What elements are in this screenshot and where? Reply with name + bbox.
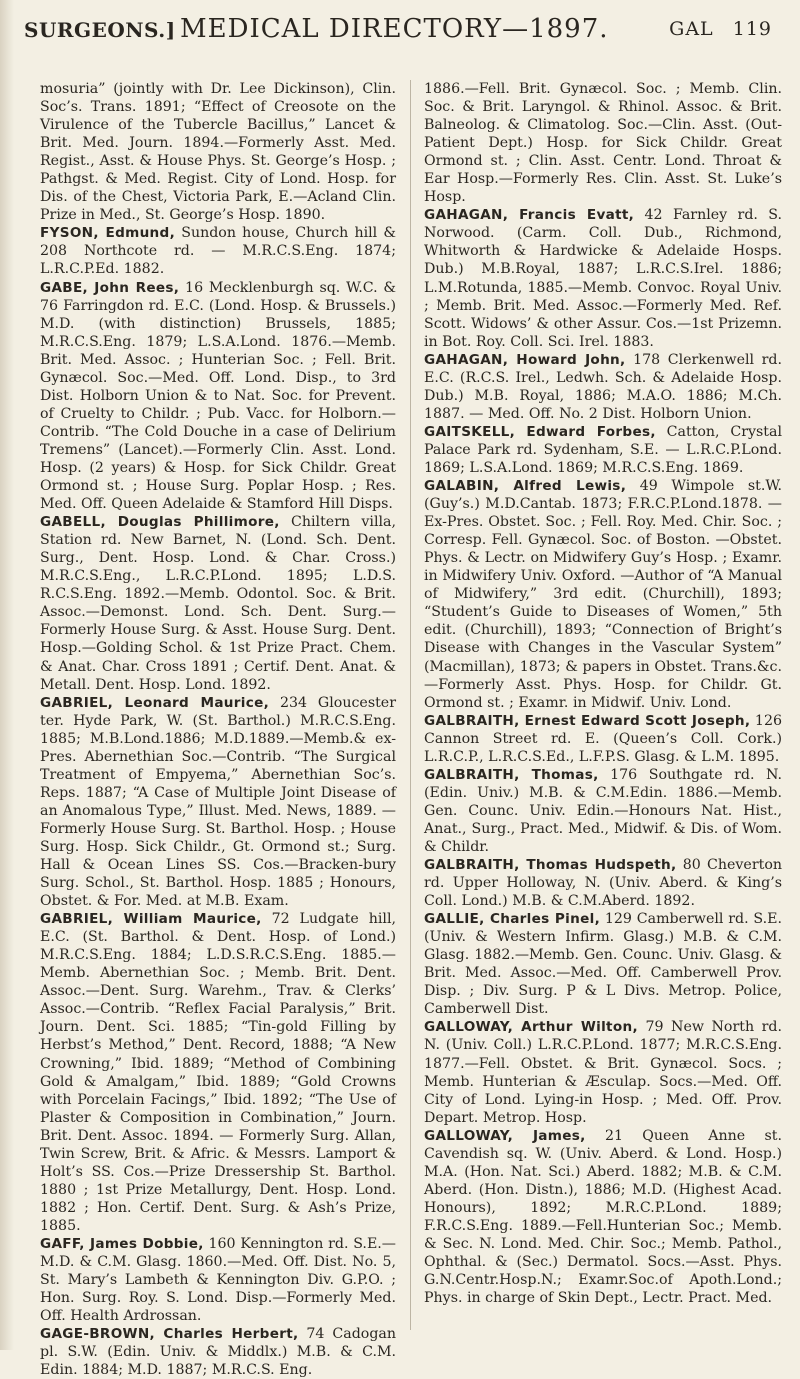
- entry-name: GALLOWAY, James,: [424, 1127, 586, 1144]
- directory-entry: [424, 351, 782, 423]
- page-header: [0, 0, 800, 58]
- directory-entry: [40, 694, 396, 911]
- directory-entry: [40, 224, 396, 278]
- directory-entry: [40, 279, 396, 514]
- page-locator: [657, 18, 772, 40]
- left-column: [40, 80, 397, 1379]
- entry-text: 178 Clerkenwell rd. E.C. (R.C.S. Irel., Ledwh. Sch. & Adelaide Hosp. Dub.) M.B. Royal, 1886; M.A.O. 1886; M.Ch. 1887. — Med. Off. No. 2 Dist. Holborn Union.: [424, 351, 782, 422]
- entry-name: GALBRAITH, Thomas Hudspeth,: [424, 857, 677, 874]
- entry-name: GAITSKELL, Edward Forbes,: [424, 423, 656, 440]
- entry-text: 16 Mecklenburgh sq. W.C. & 76 Farringdon rd. E.C. (Lond. Hosp. & Brussels.) M.D. (with distinction) Brussels, 1885; M.R.C.S.Eng. 1879; L.S.A.Lond. 1876.—Memb. Brit. Med. Assoc. ; Hunterian Soc. ; Fell. Brit. Gynæcol. Soc.—Med. Off. Lond. Disp., to 3rd Dist. Holborn Union & to Nat. Soc. for Prevent. of Cruelty to Childr. ; Pub. Vacc. for Holborn.—Contrib. “The Cold Douche in a case of Delirium Tremens” (Lancet).—Formerly Clin. Asst. Lond. Hosp. (2 years) & Hosp. for Sick Childr. Great Ormond st. ; House Surg. Poplar Hosp. ; Res. Med. Off. Queen Adelaide & Stamford Hill Disps.: [40, 279, 397, 513]
- entry-text: 176 Southgate rd. N. (Edin. Univ.) M.B. & C.M.Edin. 1886.—Memb. Gen. Counc. Univ. Edin.—Honours Nat. Hist., Anat., Surg., Pract. Med., Midwif. & Dis. of Wom. & Childr.: [424, 766, 783, 855]
- directory-entry: [40, 513, 396, 693]
- directory-entry: [424, 477, 782, 712]
- entry-name: GAHAGAN, Howard John,: [424, 351, 626, 368]
- entry-text: Chiltern villa, Station rd. New Barnet, N. (Lond. Sch. Dent. Surg., Dent. Hosp. Lond. & Char. Cross.) M.R.C.S.Eng., L.R.C.P.Lond. 1895; L.D.S. R.C.S.Eng. 1892.—Memb. Odontol. Soc. & Brit. Assoc.—Demonst. Lond. Sch. Dent. Surg.—Formerly House Surg. & Asst. House Surg. Dent. Hosp.—Golding Schol. & 1st Prize Pract. Chem. & Anat. Char. Cross 1891 ; Certif. Dent. Anat. & Metall. Dent. Hosp. Lond. 1892.: [40, 514, 396, 693]
- entry-name: GALLOWAY, Arthur Wilton,: [424, 1019, 638, 1036]
- entry-text: 80 Cheverton rd. Upper Holloway, N. (Univ. Aberd. & King’s Coll. Lond.) M.B. & C.M.Aberd. 1892.: [424, 857, 782, 910]
- entry-name: GABE, John Rees,: [40, 279, 180, 296]
- entry-text: 49 Wimpole st.W. (Guy’s.) M.D.Cantab. 1873; F.R.C.P.Lond.1878. —Ex-Pres. Obstet. Soc. ; Fell. Roy. Med. Chir. Soc. ; Corresp. Fell. Gynæcol. Soc. of Boston. —Obstet. Phys. & Lectr. on Midwifery Guy’s Hosp. ; Examr. in Midwifery Univ. Oxford. —Author of “A Manual of Midwifery,” 3rd edit. (Churchill), 1893; “Student’s Guide to Diseases of Women,” 5th edit. (Churchill), 1893; “Connection of Bright’s Disease with Changes in the Vascular System” (Macmillan), 1873; & papers in Obstet. Trans.&c.—Formerly Asst. Phys. Hosp. for Childr. Gt. Ormond st. ; Examr. in Midwif. Univ. Lond.: [424, 478, 783, 711]
- entry-text: 1886.—Fell. Brit. Gynæcol. Soc. ; Memb. Clin. Soc. & Brit. Laryngol. & Rhinol. Assoc. & Brit. Balneolog. & Climatolog. Soc.—Clin. Asst. (Out-Patient Dept.) Hosp. for Sick Childr. Great Ormond st. ; Clin. Asst. Centr. Lond. Throat & Ear Hosp.—Formerly Res. Clin. Asst. St. Luke’s Hosp.: [424, 81, 782, 206]
- directory-entry: [424, 1127, 782, 1307]
- entry-name: GALBRAITH, Thomas,: [424, 766, 599, 783]
- entry-name: GABELL, Douglas Phillimore,: [40, 514, 280, 531]
- directory-entry: [424, 712, 782, 766]
- entry-name: GAGE-BROWN, Charles Herbert,: [40, 1326, 299, 1343]
- directory-entry: [40, 80, 396, 224]
- entry-text: 129 Camberwell rd. S.E. (Univ. & Western Infirm. Glasg.) M.B. & C.M. Glasg. 1882.—Memb. Gen. Counc. Univ. Glasg. & Brit. Med. Assoc.—Med. Off. Camberwell Prov. Disp. ; Div. Surg. P & L Divs. Metrop. Police, Camberwell Dist.: [424, 911, 783, 1018]
- directory-entry: [424, 856, 782, 910]
- entry-text: 72 Ludgate hill, E.C. (St. Barthol. & Dent. Hosp. of Lond.) M.R.C.S.Eng. 1884; L.D.S.R.C.S.Eng. 1885.—Memb. Abernethian Soc. ; Memb. Brit. Dent. Assoc.—Dent. Surg. Warehm., Trav. & Clerks’ Assoc.—Contrib. “Reflex Facial Paralysis,” Brit. Journ. Dent. Sci. 1885; “Tin-gold Filling by Herbst’s Method,” Dent. Record, 1888; “A New Crowning,” Ibid. 1889; “Method of Combining Gold & Amalgam,” Ibid. 1889; “Gold Crowns with Porcelain Facings,” Ibid. 1892; “The Use of Plaster & Composition in Combination,” Journ. Brit. Dent. Assoc. 1894. — Formerly Surg. Allan, Twin Screw, Brit. & Afric. & Messrs. Lamport & Holt’s SS. Cos.—Prize Dressership St. Barthol. 1880 ; 1st Prize Metallurgy, Dent. Hosp. Lond. 1882 ; Hon. Certif. Dent. Surg. & Ash’s Prize, 1885.: [40, 911, 396, 1234]
- entry-name: FYSON, Edmund,: [40, 225, 176, 242]
- right-column: [424, 80, 782, 1340]
- page-gutter-shadow: [0, 0, 14, 1350]
- directory-entry: [424, 910, 782, 1018]
- entry-text: 234 Gloucester ter. Hyde Park, W. (St. Barthol.) M.R.C.S.Eng. 1885; M.B.Lond.1886; M.D.1889.—Memb.& ex-Pres. Abernethian Soc.—Contrib. “The Surgical Treatment of Empyema,” Abernethian Soc’s. Reps. 1887; “A Case of Multiple Joint Disease of an Anomalous Type,” Illust. Med. News, 1889. —Formerly House Surg. St. Barthol. Hosp. ; House Surg. Hosp. Sick Childr., Gt. Ormond st.; Surg. Hall & Ocean Lines SS. Cos.—Bracken-bury Surg. Schol., St. Barthol. Hosp. 1885 ; Honours, Obstet. & For. Med. at M.B. Exam.: [40, 694, 396, 910]
- directory-entry: [424, 206, 782, 350]
- directory-entry: [40, 1235, 396, 1325]
- column-divider: [410, 80, 411, 1330]
- entry-text: Sundon house, Church hill & 208 Northcote rd. — M.R.C.S.Eng. 1874; L.R.C.P.Ed. 1882.: [40, 225, 397, 278]
- directory-entry: [424, 80, 782, 206]
- entry-text: 42 Farnley rd. S. Norwood. (Carm. Coll. Dub., Richmond, Whitworth & Hardwicke & Adelaide Hosps. Dub.) M.B.Royal, 1887; L.R.C.S.Irel. 1886; L.M.Rotunda, 1885.—Memb. Convoc. Royal Univ. ; Memb. Brit. Med. Assoc.—Formerly Med. Ref. Scott. Widows’ & other Assur. Cos.—1st Prizemn. in Bot. Roy. Coll. Sci. Irel. 1883.: [424, 207, 783, 350]
- entry-name: GAHAGAN, Francis Evatt,: [424, 207, 635, 224]
- page-number: 119: [732, 18, 772, 40]
- entry-name: GAFF, James Dobbie,: [40, 1236, 204, 1252]
- entry-name: GALBRAITH, Ernest Edward Scott Joseph,: [424, 712, 751, 729]
- directory-entry: [424, 1018, 782, 1126]
- directory-entry: [424, 423, 782, 477]
- entry-text: mosuria” (jointly with Dr. Lee Dickinson), Clin. Soc’s. Trans. 1891; “Effect of Creosote on the Virulence of the Tubercle Bacillus,” Lancet & Brit. Med. Journ. 1894.—Formerly Asst. Med. Regist., Asst. & House Phys. St. George’s Hosp. ; Pathgst. & Med. Regist. City of Lond. Hosp. for Dis. of the Chest, Victoria Park, E.—Acland Clin. Prize in Med., St. George’s Hosp. 1890.: [40, 81, 396, 224]
- entry-name: GABRIEL, William Maurice,: [40, 911, 262, 928]
- section-label: SURGEONS.]: [24, 18, 176, 42]
- guide-word: GAL: [669, 18, 714, 40]
- entry-text: Catton, Crystal Palace Park rd. Sydenham, S.E. — L.R.C.P.Lond. 1869; L.S.A.Lond. 1869; M.R.C.S.Eng. 1869.: [424, 423, 782, 476]
- entry-name: GALABIN, Alfred Lewis,: [424, 478, 627, 495]
- running-title: MEDICAL DIRECTORY—1897.: [180, 14, 609, 44]
- entry-text: 21 Queen Anne st. Cavendish sq. W. (Univ. Aberd. & Lond. Hosp.) M.A. (Hon. Nat. Sci.) Aberd. 1882; M.B. & C.M. Aberd. (Hon. Distn.), 1886; M.D. (Highest Acad. Honours), 1892; M.R.C.P.Lond. 1889; F.R.C.S.Eng. 1889.—Fell.Hunterian Soc.; Memb. & Sec. N. Lond. Med. Chir. Soc.; Memb. Pathol., Ophthal. & (Sec.) Dermatol. Socs.—Asst. Phys. G.N.Centr.Hosp.N.; Examr.Soc.of Apoth.Lond.; Phys. in charge of Skin Dept., Lectr. Pract. Med.: [424, 1127, 782, 1307]
- directory-entry: [424, 766, 782, 856]
- directory-entry: [40, 1325, 396, 1379]
- entry-name: GALLIE, Charles Pinel,: [424, 911, 601, 928]
- entry-text: 74 Cadogan pl. S.W. (Edin. Univ. & Middlx.) M.B. & C.M. Edin. 1884; M.D. 1887; M.R.C.S. Eng.: [40, 1326, 396, 1379]
- entry-text: 126 Cannon Street rd. E. (Queen’s Coll. Cork.) L.R.C.P., L.R.C.S.Ed., L.F.P.S. Glasg. & L.M. 1895.: [424, 712, 783, 765]
- entry-text: 79 New North rd. N. (Univ. Coll.) L.R.C.P.Lond. 1877; M.R.C.S.Eng. 1877.—Fell. Obstet. & Brit. Gynæcol. Socs. ; Memb. Hunterian & Æsculap. Socs.—Med. Off. City of Lond. Lying-in Hosp. ; Med. Off. Prov. Depart. Metrop. Hosp.: [424, 1019, 782, 1126]
- entry-text: 160 Kennington rd. S.E.—M.D. & C.M. Glasg. 1860.—Med. Off. Dist. No. 5, St. Mary’s Lambeth & Kennington Div. G.P.O. ; Hon. Surg. Roy. S. Lond. Disp.—Formerly Med. Off. Health Ardrossan.: [40, 1236, 396, 1325]
- directory-entry: [40, 910, 396, 1235]
- entry-name: GABRIEL, Leonard Maurice,: [40, 694, 270, 711]
